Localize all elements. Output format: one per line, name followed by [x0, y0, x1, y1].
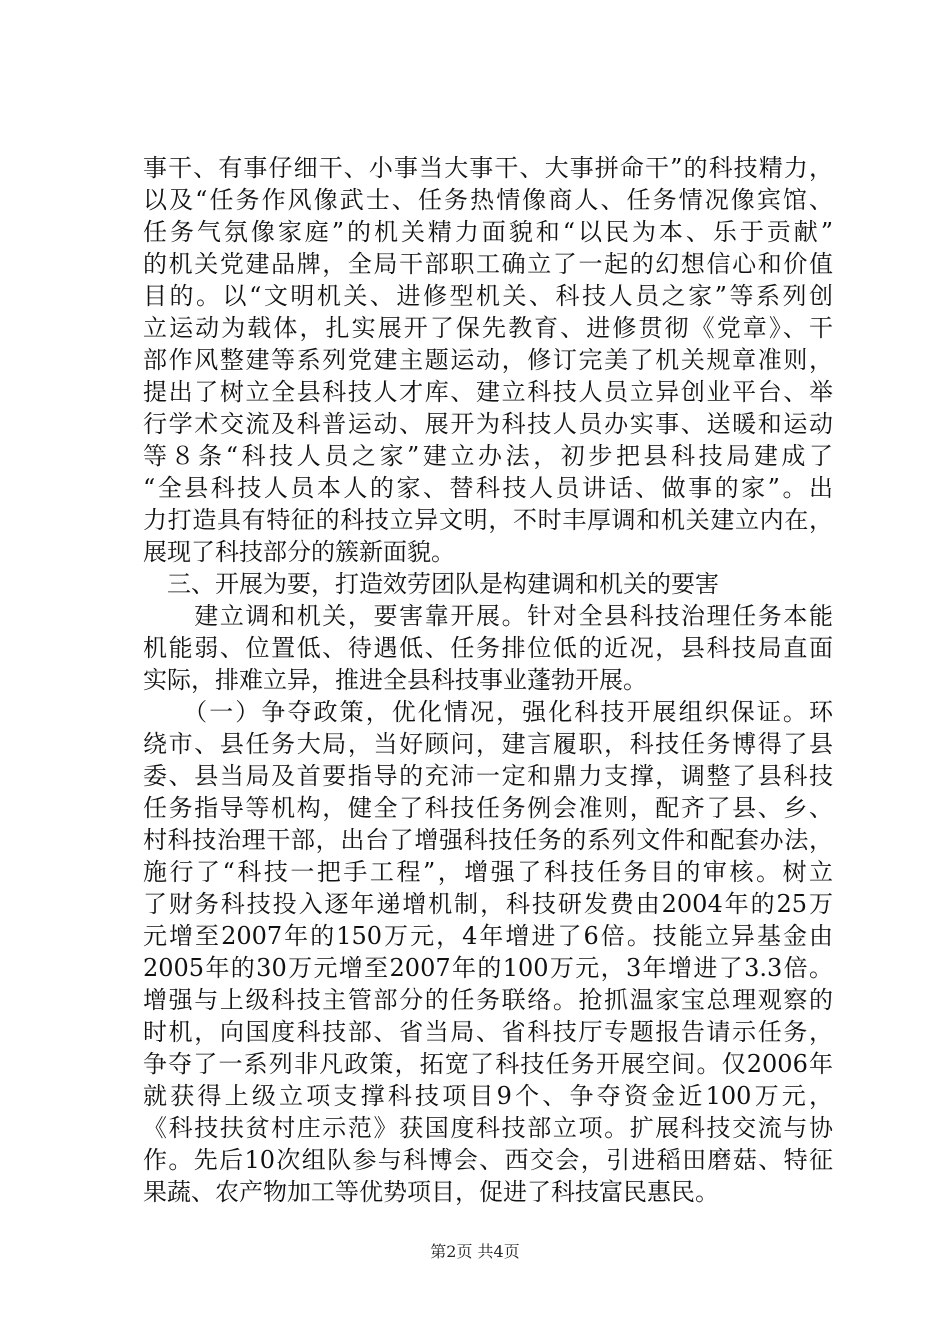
text-line: 实际，排难立异，推进全县科技事业蓬勃开展。	[143, 666, 647, 694]
text-line: 委、县当局及首要指导的充沛一定和鼎力支撑，调整了县科技	[143, 762, 833, 790]
text-line: “全县科技人员本人的家、替科技人员讲话、做事的家”。出	[143, 474, 833, 502]
text-line: 作。先后10次组队参与科博会、西交会，引进稻田磨菇、特征	[143, 1146, 833, 1174]
text-line: 争夺了一系列非凡政策，拓宽了科技任务开展空间。仅2006年	[143, 1050, 833, 1078]
text-line: 任务气氛像家庭”的机关精力面貌和“以民为本、乐于贡献”	[143, 218, 833, 246]
document-body	[143, 152, 833, 1208]
text-line: 展现了科技部分的簇新面貌。	[143, 538, 455, 566]
section-heading: 三、开展为要，打造效劳团队是构建调和机关的要害	[143, 570, 719, 598]
text-line: 部作风整建等系列党建主题运动，修订完美了机关规章准则，	[143, 346, 833, 374]
text-line: 绕市、县任务大局，当好顾问，建言履职，科技任务博得了县	[143, 730, 833, 758]
text-line: 以及“任务作风像武士、任务热情像商人、任务情况像宾馆、	[143, 186, 833, 214]
page-footer: 第2页 共4页	[430, 1242, 520, 1261]
text-line: 等８条“科技人员之家”建立办法，初步把县科技局建成了	[143, 442, 833, 470]
text-line: 《科技扶贫村庄示范》获国度科技部立项。扩展科技交流与协	[143, 1114, 833, 1142]
text-line: 元增至2007年的150万元，4年增进了6倍。技能立异基金由	[143, 922, 833, 950]
text-line: 力打造具有特征的科技立异文明，不时丰厚调和机关建立内在，	[143, 506, 833, 534]
text-line: 2005年的30万元增至2007年的100万元，3年增进了3.3倍。	[143, 954, 833, 982]
text-line: 施行了“科技一把手工程”，增强了科技任务目的审核。树立	[143, 858, 833, 886]
text-line: 事干、有事仔细干、小事当大事干、大事拼命干”的科技精力，	[143, 154, 833, 182]
text-line: 任务指导等机构，健全了科技任务例会准则，配齐了县、乡、	[143, 794, 833, 822]
text-line: 建立调和机关，要害靠开展。针对全县科技治理任务本能	[143, 602, 833, 630]
text-line: 就获得上级立项支撑科技项目9个、争夺资金近100万元，	[143, 1082, 833, 1110]
text-line: 提出了树立全县科技人才库、建立科技人员立异创业平台、举	[143, 378, 833, 406]
text-line: 立运动为载体，扎实展开了保先教育、进修贯彻《党章》、干	[143, 314, 833, 342]
text-line: 村科技治理干部，出台了增强科技任务的系列文件和配套办法，	[143, 826, 833, 854]
text-line: 时机，向国度科技部、省当局、省科技厅专题报告请示任务，	[143, 1018, 833, 1046]
text-line: 目的。以“文明机关、进修型机关、科技人员之家”等系列创	[143, 282, 833, 310]
text-line: （一）争夺政策，优化情况，强化科技开展组织保证。环	[143, 698, 833, 726]
text-line: 行学术交流及科普运动、展开为科技人员办实事、送暖和运动	[143, 410, 833, 438]
text-line: 机能弱、位置低、待遇低、任务排位低的近况，县科技局直面	[143, 634, 833, 662]
text-line: 增强与上级科技主管部分的任务联络。抢抓温家宝总理观察的	[143, 986, 833, 1014]
text-line: 果蔬、农产物加工等优势项目，促进了科技富民惠民。	[143, 1178, 719, 1206]
text-line: 了财务科技投入逐年递增机制，科技研发费由2004年的25万	[143, 890, 833, 918]
text-line: 的机关党建品牌，全局干部职工确立了一起的幻想信心和价值	[143, 250, 833, 278]
